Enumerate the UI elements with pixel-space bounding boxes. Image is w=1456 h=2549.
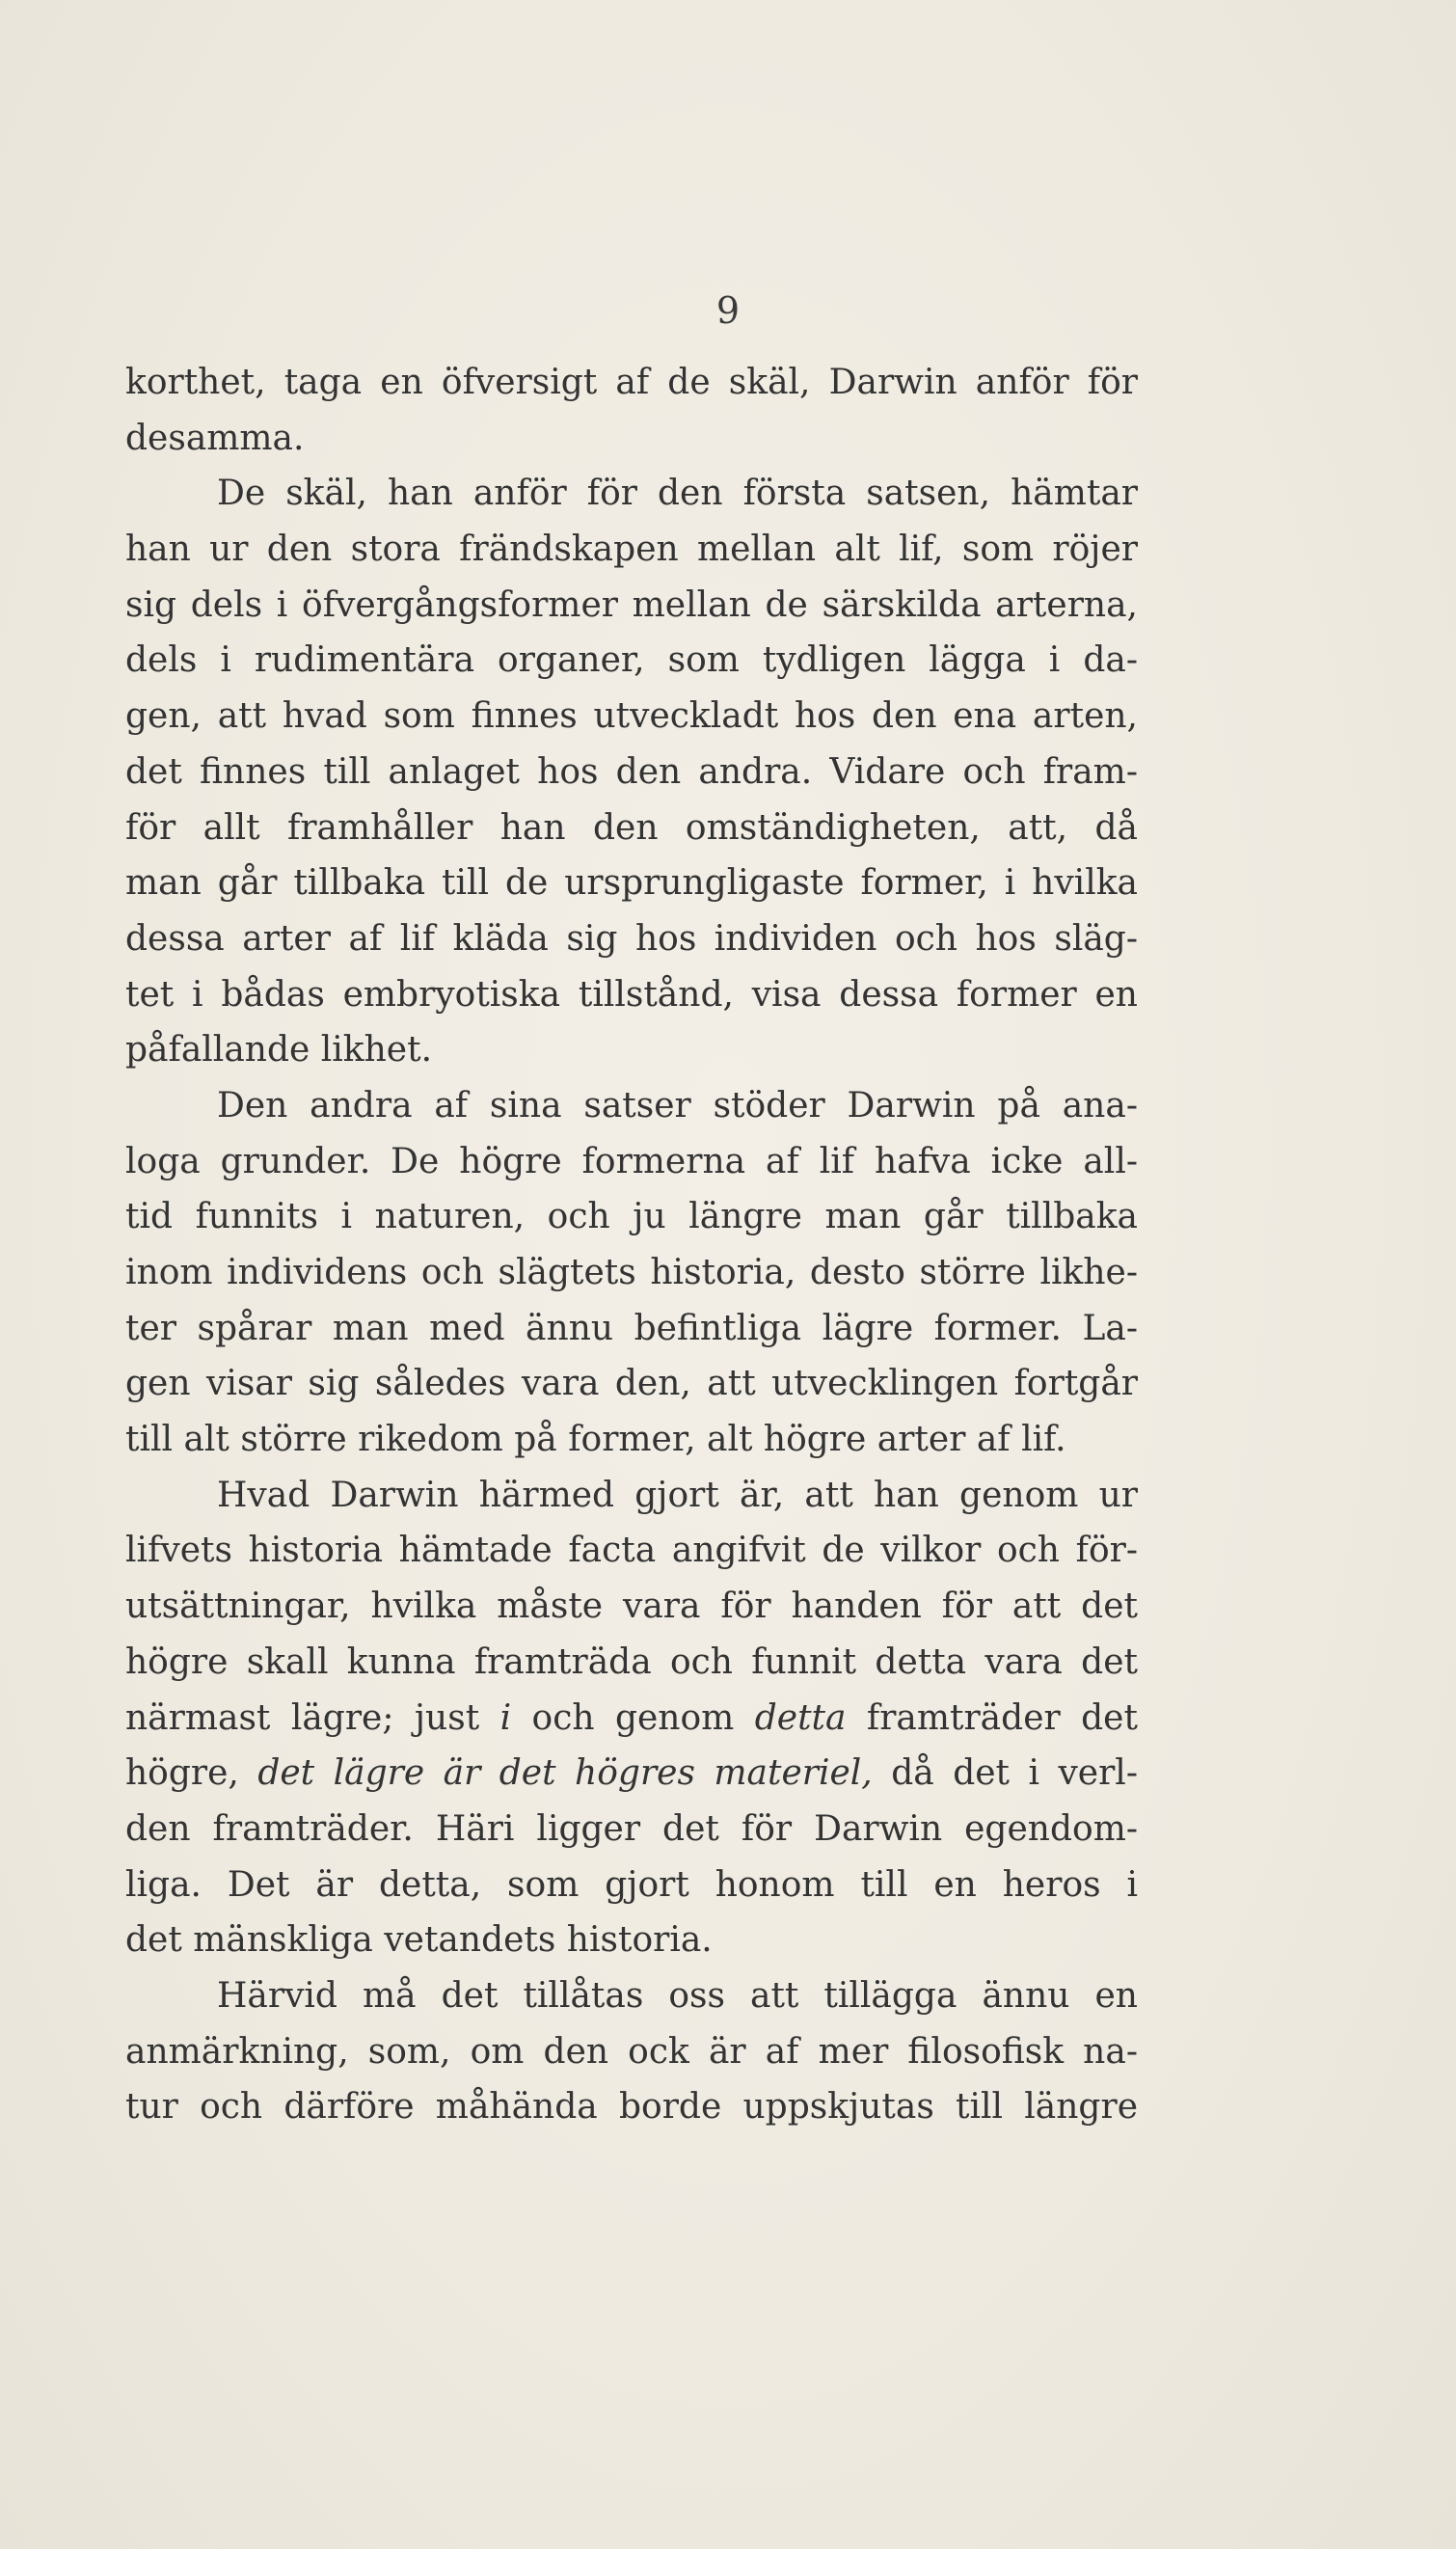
body-text	[125, 355, 1138, 2135]
text-line: sig dels i öfvergångsformer mellan de särskilda arterna,	[125, 584, 1138, 625]
text-line: Hvad Darwin härmed gjort är, att han genom ur	[217, 1475, 1138, 1515]
text-line: inom individens och slägtets historia, desto större likhe-	[125, 1253, 1138, 1292]
text-line: gen, att hvad som finnes utveckladt hos den ena arten,	[125, 696, 1138, 737]
text-line: högre skall kunna framträda och funnit detta vara det	[125, 1641, 1138, 1682]
text-line: Den andra af sina satser stöder Darwin på ana-	[217, 1085, 1138, 1125]
text-line: lifvets historia hämtade facta angifvit de vilkor och för-	[125, 1531, 1138, 1571]
text-line: tid funnits i naturen, och ju längre man går tillbaka	[125, 1197, 1138, 1237]
text-line: anmärkning, som, om den ock är af mer filosofisk na-	[125, 2031, 1138, 2072]
text-line: det mänskliga vetandets historia.	[125, 1920, 713, 1961]
text-line: loga grunder. De högre formerna af lif hafva icke all-	[125, 1141, 1138, 1181]
text-line: högre, det lägre är det högres materiel, då det i verl-	[125, 1753, 1138, 1794]
text-line: påfallande likhet.	[125, 1030, 433, 1071]
text-line: han ur den stora frändskapen mellan alt lif, som röjer	[125, 529, 1138, 570]
page-number: 9	[715, 289, 741, 332]
text-line: för allt framhåller han den omständigheten, att, då	[125, 807, 1138, 848]
text-line: tur och därföre måhända borde uppskjutas till längre	[125, 2087, 1138, 2128]
text-line: utsättningar, hvilka måste vara för handen för att det	[125, 1586, 1138, 1627]
text-line: tet i bådas embryotiska tillstånd, visa dessa former en	[125, 974, 1138, 1015]
text-line: dels i rudimentära organer, som tydligen lägga i da-	[125, 640, 1138, 681]
text-line: ter spårar man med ännu befintliga lägre former. La-	[125, 1308, 1138, 1348]
text-line: det finnes till anlaget hos den andra. Vidare och fram-	[125, 751, 1138, 792]
text-line: närmast lägre; just i och genom detta framträder det	[125, 1697, 1138, 1738]
text-line: den framträder. Häri ligger det för Darwin egendom-	[125, 1808, 1138, 1849]
text-line: De skäl, han anför för den första satsen, hämtar	[217, 474, 1138, 514]
text-line: liga. Det är detta, som gjort honom till en heros i	[125, 1864, 1138, 1905]
text-line: man går tillbaka till de ursprungligaste former, i hvilka	[125, 863, 1138, 904]
text-line: Härvid må det tillåtas oss att tillägga ännu en	[217, 1975, 1138, 2016]
text-line: desamma.	[125, 418, 305, 458]
text-line: korthet, taga en öfversigt af de skäl, Darwin anför för	[125, 363, 1138, 402]
text-line: till alt större rikedom på former, alt högre arter af lif.	[125, 1420, 1066, 1460]
text-line: dessa arter af lif kläda sig hos individen och hos släg-	[125, 918, 1138, 959]
text-line: gen visar sig således vara den, att utvecklingen fortgår	[125, 1364, 1138, 1404]
